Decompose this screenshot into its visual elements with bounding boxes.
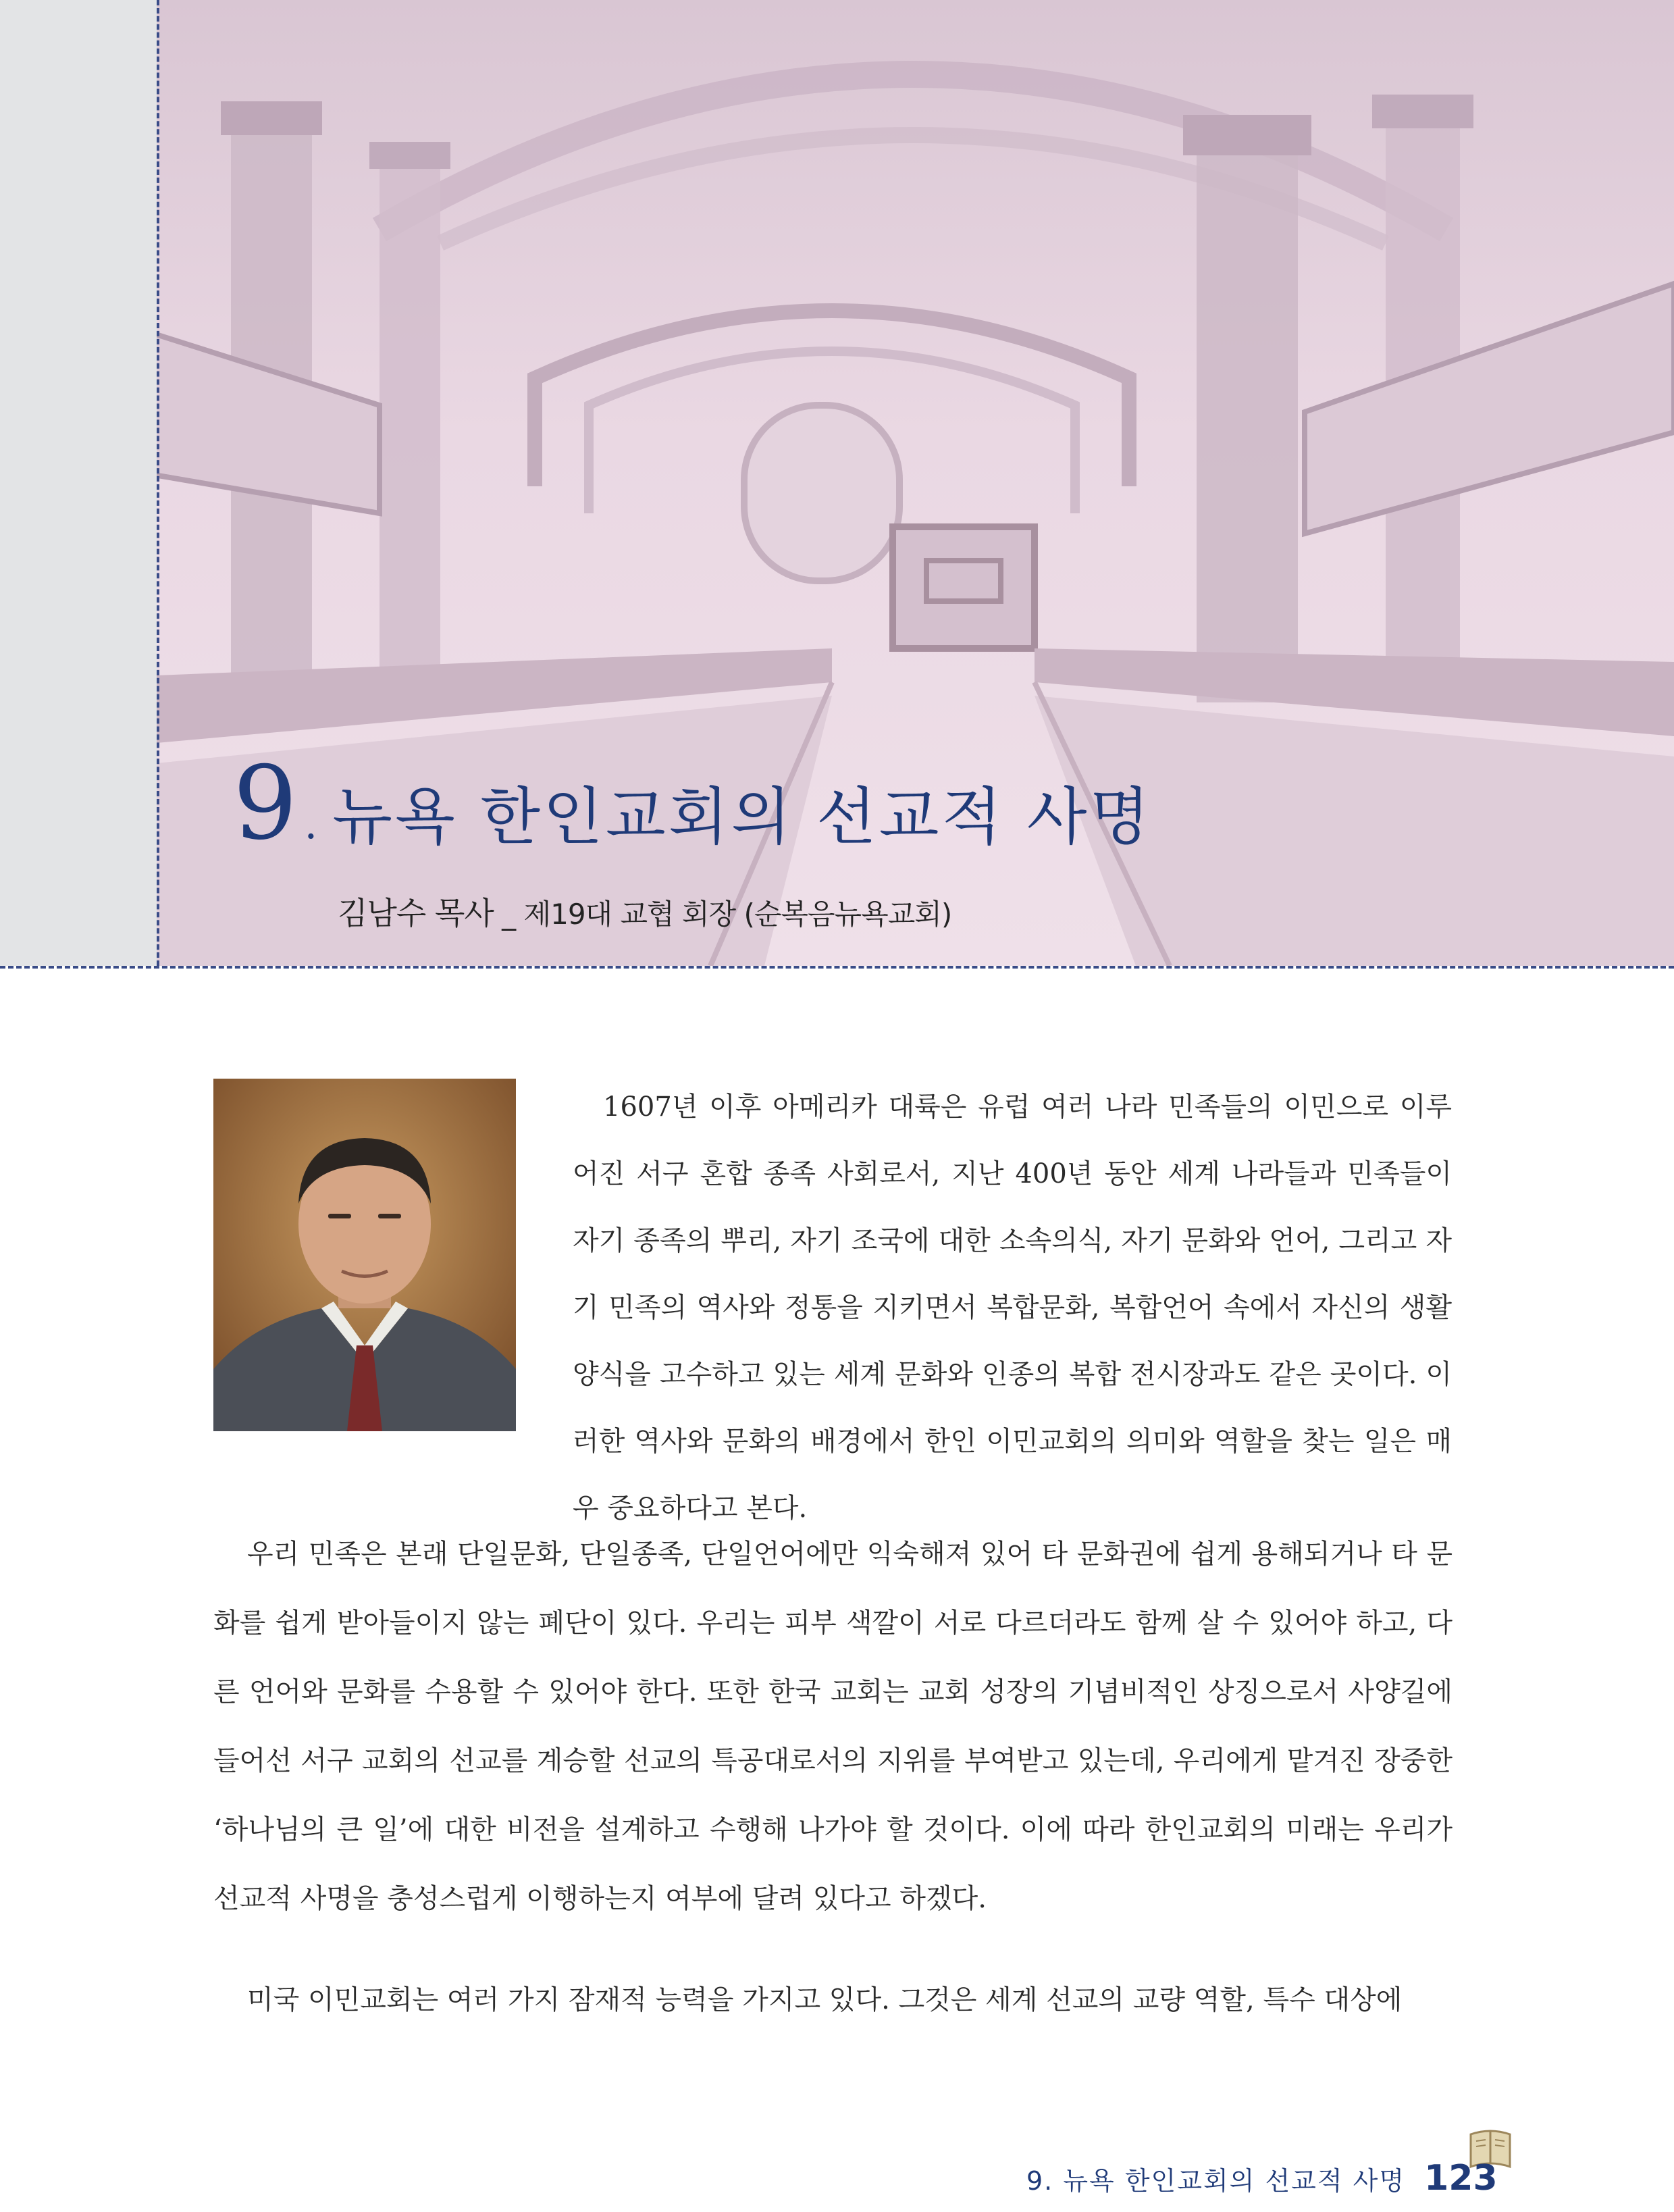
running-title: 9. 뉴욕 한인교회의 선교적 사명 [1026, 2166, 1406, 2196]
page-number: 123 [1424, 2158, 1498, 2198]
paragraph-2: 우리 민족은 본래 단일문화, 단일종족, 단일언어에만 익숙해져 있어 타 문화권에 쉽게 용해되거나 타 문화를 쉽게 받아들이지 않는 폐단이 있다. 우리는 피부 색깔이 서로 다르더라도 함께 살 수 있어야 하고, 다른 언어와 문화를 수용할 수 있어야 한다. 또한 한국 교회는 교회 성장의 기념비적인 상징으로서 사양길에 들어선 서구 교회의 선교를 계승할 선교의 특공대로서의 지위를 부여받고 있는데, 우리에게 맡겨진 장중한 ‘하나님의 큰 일’에 대한 비전을 설계하고 수행해 나가야 할 것이다. 이에 따라 한인교회의 미래는 우리가 선교적 사명을 충성스럽게 이행하는지 여부에 달려 있다고 하겠다. [213, 1539, 1453, 1914]
author-affiliation: _ 제19대 교협 회장 (순복음뉴욕교회) [502, 898, 952, 931]
author-photo [213, 1079, 516, 1431]
vertical-dashed-rule [157, 0, 159, 966]
left-margin-band [0, 0, 157, 966]
paragraph-1: 1607년 이후 아메리카 대륙은 유럽 여러 나라 민족들의 이민으로 이루어진 서구 혼합 종족 사회로서, 지난 400년 동안 세계 나라들과 민족들이 자기 종족의 뿌리, 자기 조국에 대한 소속의식, 자기 문화와 언어, 그리고 자기 민족의 역사와 정통을 지키면서 복합문화, 복합언어 속에서 자신의 생활양식을 고수하고 있는 세계 문화와 인종의 복합 전시장과도 같은 곳이다. 이러한 역사와 문화의 배경에서 한인 이민교회의 의미와 역할을 찾는 일은 매우 중요하다고 본다. [573, 1091, 1452, 1524]
chapter-heading: 뉴욕 한인교회의 선교적 사명 [332, 781, 1153, 853]
paragraph-3: 미국 이민교회는 여러 가지 잠재적 능력을 가지고 있다. 그것은 세계 선교의 교량 역할, 특수 대상에 [247, 1984, 1403, 2015]
horizontal-dashed-rule [0, 966, 1674, 969]
author-name: 김남수 목사 [338, 895, 494, 931]
chapter-number: 9 [233, 745, 298, 863]
chapter-title [233, 745, 1153, 888]
chapter-dot: . [304, 799, 318, 848]
page-footer [1026, 2158, 1498, 2212]
author-line [338, 889, 951, 933]
